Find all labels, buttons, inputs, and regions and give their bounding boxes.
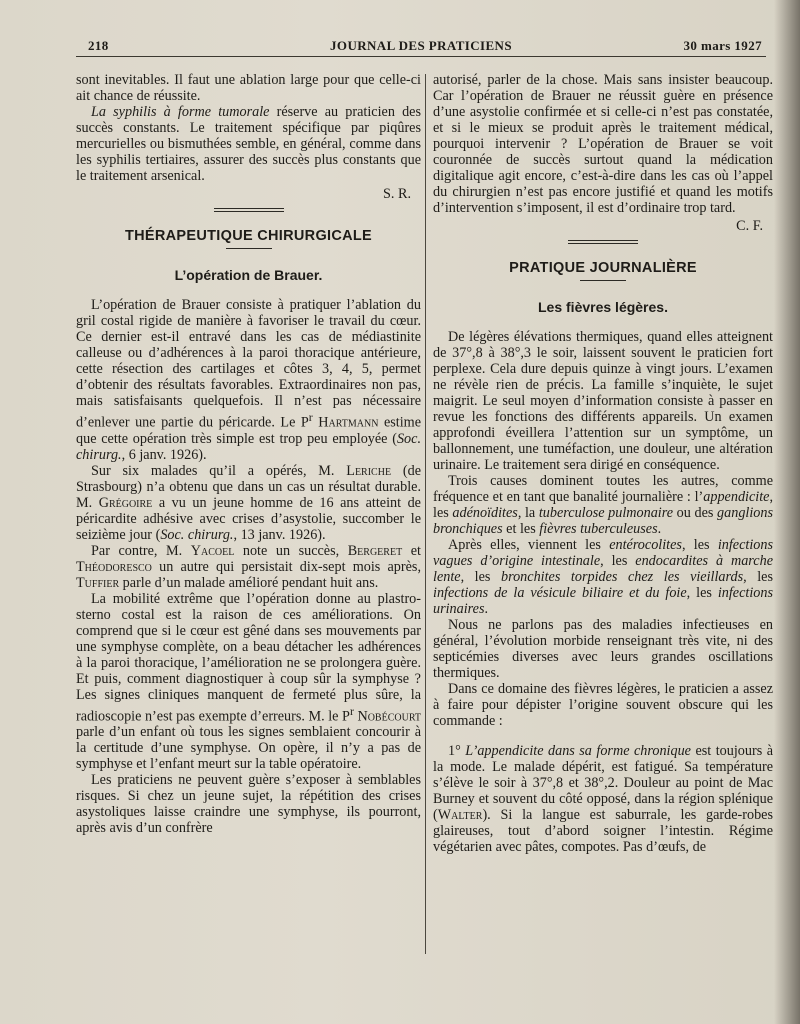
person-name: Walter bbox=[437, 807, 483, 823]
person-name: Tuffier bbox=[76, 574, 120, 591]
paragraph-text: , les bbox=[460, 569, 501, 585]
superscript: r bbox=[349, 703, 354, 718]
paragraph-text: Trois causes dominent toutes les autres, comme fréquence et en tant que banalité journalière : l’ bbox=[433, 473, 773, 505]
italic-term: infections de la vésicule biliaire et du foie bbox=[433, 585, 687, 601]
citation: Soc. chirurg. bbox=[76, 430, 421, 463]
person-name: Hartmann bbox=[312, 414, 379, 431]
paragraph: Les praticiens ne peuvent guère s’exposer à semblables risques. Si chez un jeune sujet, la répétition des crises asystoliques laisse craindre une symphyse, ils pourront, après avis d’un confrère bbox=[76, 772, 421, 837]
italic-term: entérocolites bbox=[609, 537, 682, 553]
paragraph-text: , les bbox=[600, 553, 636, 569]
paragraph-text: parle d’un malade amélioré pendant huit ans. bbox=[119, 574, 379, 591]
author-signature: S. R. bbox=[383, 186, 411, 202]
section-title: PRATIQUE JOURNALIÈRE bbox=[509, 260, 697, 276]
italic-term: tuberculose pulmonaire bbox=[538, 505, 674, 521]
italic-term: L’appendicite dans sa forme chronique bbox=[465, 743, 691, 759]
left-column bbox=[76, 72, 421, 836]
superscript: r bbox=[308, 410, 313, 424]
paragraph-text: Sur six malades qu’il a opérés, M. bbox=[91, 462, 347, 479]
section-separator bbox=[214, 208, 284, 212]
paragraph-text: parle d’un enfant où tous les signes semblaient concourir à la certitude d’une symphyse. On opère, il n’y a pas de symphyse et l’enfant meurt sur la table opératoire. bbox=[76, 724, 421, 773]
person-name: Bergeret bbox=[347, 542, 403, 559]
paragraph bbox=[76, 463, 421, 543]
article-title: Les fièvres légères. bbox=[538, 299, 668, 315]
paragraph-text: , la bbox=[517, 505, 539, 521]
section-underline bbox=[226, 248, 272, 249]
italic-term: fièvres tuberculeuses bbox=[539, 521, 658, 537]
paragraph bbox=[76, 297, 421, 463]
paragraph: Dans ce domaine des fièvres légères, le praticien a assez à faire pour dépister l’origine souvent obscure qui les commande : bbox=[433, 681, 773, 729]
paragraph bbox=[433, 537, 773, 617]
section-underline bbox=[580, 280, 626, 281]
paragraph: autorisé, parler de la chose. Mais sans insister beaucoup. Car l’opération de Brauer ne réussit guère en présence d’une asystolie confirmée et si celle-ci n’est pas constatée, et si le mieux se produit après le traitement médical, pourquoi intervenir ? L’opération de Brauer se voit couronnée de succès surtout quand la médication digitalique agit encore, c’est-à-dire dans les cas où l’appel du chirurgien n’est pas encore justifié et quand les motifs d’intervention s’imposent, il est d’ordinaire trop tard. bbox=[433, 72, 773, 216]
paragraph: sont inevitables. Il faut une ablation large pour que celle-ci ait chance de réussite. bbox=[76, 72, 421, 104]
italic-term: infections urinaires bbox=[433, 585, 773, 617]
paragraph-text: et les bbox=[502, 521, 540, 537]
person-name: Grégoire bbox=[98, 494, 153, 511]
section-title: THÉRAPEUTIQUE CHIRURGICALE bbox=[124, 228, 373, 244]
paragraph-text: a vu un jeune homme de 16 ans atteint de péricardite adhésive avec crises d’asystolie, succomber le seizième jour ( bbox=[76, 494, 421, 543]
person-name: Théodoresco bbox=[76, 558, 152, 575]
italic-term: appendicite bbox=[703, 489, 770, 505]
paragraph: Nous ne parlons pas des maladies infectieuses en général, l’évolution morbide renseignant très vite, ni des septicémies diverses avec leurs grandes oscillations thermiques. bbox=[433, 617, 773, 681]
paragraph bbox=[433, 743, 773, 855]
person-name: Nobécourt bbox=[353, 708, 421, 725]
section-separator bbox=[568, 240, 638, 244]
paragraph-text: L’opération de Brauer consiste à pratiquer l’ablation du gril costal rigide de manière à favoriser le travail du cœur. Ce dernier est-il entravé dans les cas de médiastinite calleuse ou d’adhérences à la paroi thoracique antérieure, cette résection des cartilages et côtes 3, 4, 5, permet d’obtenir des résultats favorables. Extraordinaires non pas, mais satisfaisants quelquefois. Il n’est pas nécessaire d’enlever une partie du péricarde. Le P bbox=[76, 297, 421, 431]
paragraph-text: , les bbox=[686, 585, 718, 601]
paragraph-text: est toujours à la mode. Le malade dépérit, est fatigué. Sa température s’élève le soir à 37°,8 et 38°,2. Douleur au point de Mac Burney et souvent du côté opposé, dans la région splénique ( bbox=[433, 743, 773, 823]
paragraph-text: (de Strasbourg) n’a obtenu que dans un cas un résultat durable. M. bbox=[76, 462, 421, 511]
paragraph-text: et bbox=[402, 542, 421, 559]
binding-shadow bbox=[774, 0, 800, 1024]
person-name: Yacoel bbox=[190, 542, 235, 559]
right-column bbox=[433, 72, 773, 855]
italic-term: endocardites à marche lente bbox=[433, 553, 773, 585]
paragraph-text: , les bbox=[433, 489, 773, 521]
paragraph-text: La mobilité extrême que l’opération donne au plastro-sterno costal est la raison de ces améliorations. On comprend que si le cœur est gêné dans ses mouvements par une symphyse complète, on a beau détacher les adhérences à la paroi thoracique, l’amélioration ne se prolongera guère. Et puis, comment diagnostiquer à coup sûr la symphyse ? Les signes cliniques manquent de fermeté plus sûre, la radioscopie n’est pas exempte d’erreurs. M. le P bbox=[76, 590, 421, 725]
italic-term: infections vagues d’origine intestinale bbox=[433, 537, 773, 569]
paragraph bbox=[76, 104, 421, 184]
paragraph-text: , les bbox=[681, 537, 718, 553]
paragraph-text: Après elles, viennent les bbox=[448, 537, 610, 553]
paragraph-text: , 13 janv. 1926). bbox=[233, 526, 326, 543]
issue-date: 30 mars 1927 bbox=[683, 38, 762, 53]
italic-term: bronchites torpides chez les vieillards bbox=[501, 569, 744, 585]
italic-term: adénoïdites bbox=[452, 505, 518, 521]
italic-term: ganglions bronchiques bbox=[433, 505, 773, 537]
running-header bbox=[76, 34, 766, 57]
paragraph bbox=[433, 473, 773, 537]
paragraph-text: un autre qui persistait dix-sept mois après, bbox=[151, 558, 421, 575]
paragraph-text: réserve au praticien des succès constants. Le traitement spécifique par piqûres mercurielles ou bismuthées semble, en général, comme dans les syphilis tertiaires, assurer des succès plus constants que le traitement arsenical. bbox=[76, 104, 421, 184]
article-title: L’opération de Brauer. bbox=[174, 267, 323, 283]
paragraph bbox=[76, 591, 421, 773]
citation: Soc. chirurg. bbox=[160, 526, 234, 543]
author-signature: C. F. bbox=[736, 218, 763, 234]
person-name: Leriche bbox=[346, 462, 392, 479]
paragraph-text: note un succès, bbox=[234, 542, 348, 559]
paragraph-text: ). Si la langue est saburrale, les garde-robes glaireuses, tout d’abord soigner l’intestin. Régime végétarien avec pâtes, compotes. Pas d’œufs, de bbox=[433, 807, 773, 855]
list-number: 1° bbox=[448, 743, 466, 759]
paragraph-text: , les bbox=[743, 569, 774, 585]
paragraph bbox=[76, 543, 421, 591]
paragraph-text: . bbox=[484, 601, 489, 617]
paragraph-text: Par contre, M. bbox=[91, 542, 191, 559]
italic-term: La syphilis à forme tumorale bbox=[91, 104, 270, 120]
column-divider bbox=[425, 74, 426, 954]
paragraph: De légères élévations thermiques, quand elles atteignent de 37°,8 à 38°,3 le soir, laissent souvent le praticien fort perplexe. Cela dure depuis quinze à vingt jours. L’examen ne révèle rien de précis. La famille s’inquiète, le sujet maigrit. Le seul moyen d’information consiste à passer en revue les fonctions des différents appareils. Un examen approfondi éveillera l’attention sur un symptôme, un ballonnement, une tuméfaction, une douleur, une altération urinaire. Le traitement sera dirigé en conséquence. bbox=[433, 329, 773, 473]
page-number: 218 bbox=[88, 38, 109, 53]
paragraph-text: , 6 janv. 1926). bbox=[121, 446, 207, 463]
paragraph-text: . bbox=[657, 521, 662, 537]
paragraph-text: ou des bbox=[673, 505, 718, 521]
journal-title: JOURNAL DES PRATICIENS bbox=[330, 38, 512, 53]
paragraph-text: estime que cette opération très simple est trop peu employée ( bbox=[76, 414, 421, 447]
